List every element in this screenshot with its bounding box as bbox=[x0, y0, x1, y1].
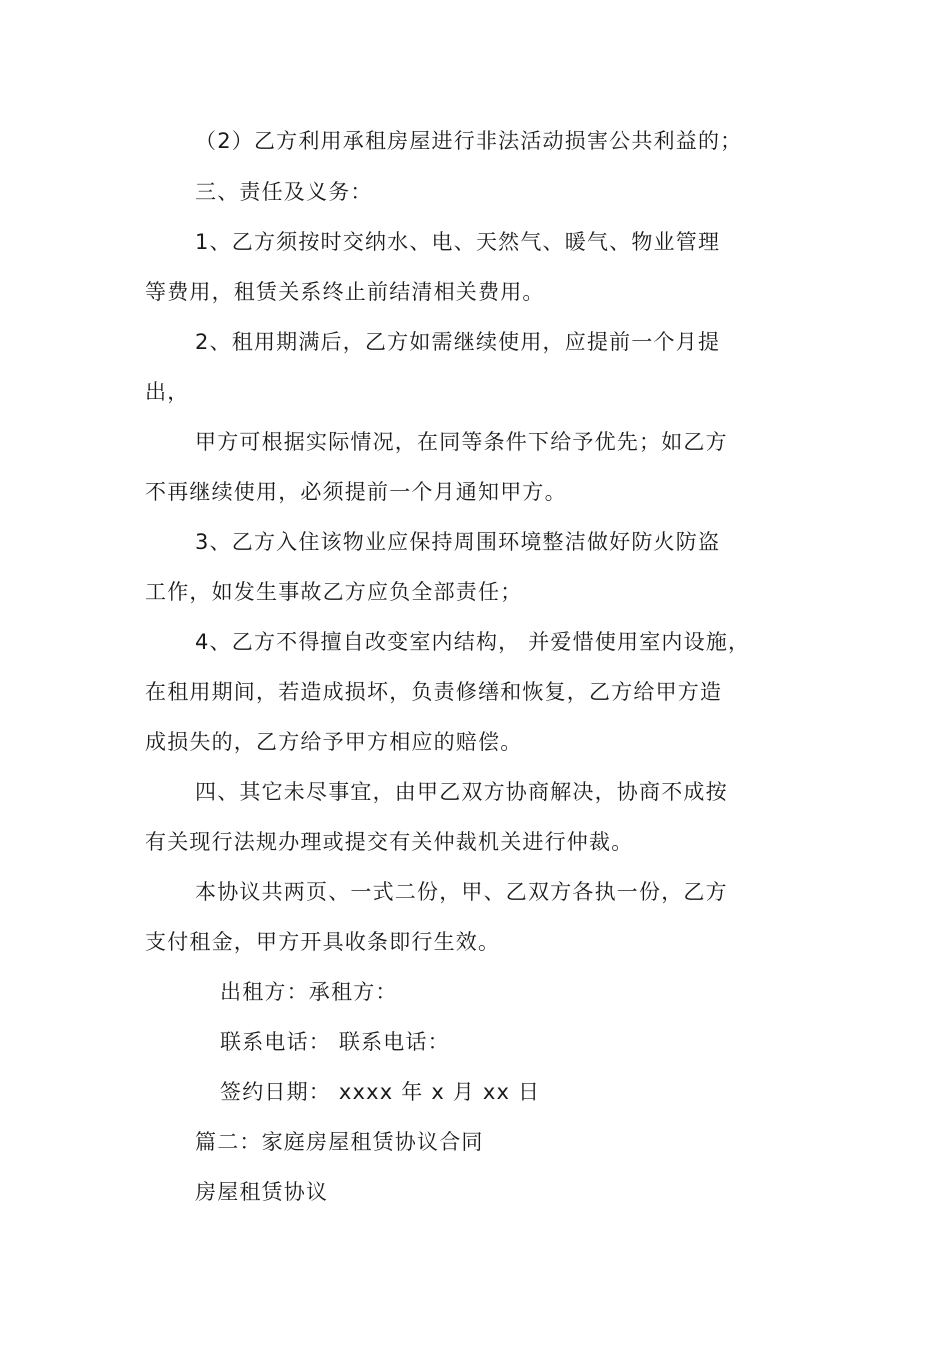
clause-3-safety-line-2: 工作，如发生事故乙方应负全部责任； bbox=[145, 580, 523, 604]
agreement-copies-line-2: 支付租金，甲方开具收条即行生效。 bbox=[145, 930, 501, 954]
signature-parties: 出租方：承租方： bbox=[220, 980, 398, 1004]
clause-1-fees-line-2: 等费用，租赁关系终止前结清相关费用。 bbox=[145, 280, 545, 304]
signing-date: 签约日期： xxxx 年 x 月 xx 日 bbox=[220, 1080, 541, 1104]
section-four-other-matters-line-1: 四、其它未尽事宜，由甲乙双方协商解决，协商不成按 bbox=[195, 780, 728, 804]
clause-2-priority-line-2: 不再继续使用，必须提前一个月通知甲方。 bbox=[145, 480, 567, 504]
clause-2-renewal-line-2: 出， bbox=[145, 380, 190, 404]
clause-3-safety-line-1: 3、乙方入住该物业应保持周围环境整洁做好防火防盗 bbox=[195, 530, 721, 554]
section-heading-responsibilities: 三、责任及义务： bbox=[195, 180, 373, 204]
clause-4-structure-line-3: 成损失的，乙方给予甲方相应的赔偿。 bbox=[145, 730, 523, 754]
clause-4-structure-line-2: 在租用期间，若造成损坏，负责修缮和恢复，乙方给甲方造 bbox=[145, 680, 723, 704]
contact-phones: 联系电话： 联系电话： bbox=[220, 1030, 450, 1054]
agreement-copies-line-1: 本协议共两页、一式二份，甲、乙双方各执一份，乙方 bbox=[195, 880, 728, 904]
clause-4-structure-line-1: 4、乙方不得擅自改变室内结构， 并爱惜使用室内设施， bbox=[195, 630, 751, 654]
clause-2-renewal-line-1: 2、租用期满后，乙方如需继续使用，应提前一个月提 bbox=[195, 330, 721, 354]
clause-2-priority-line-1: 甲方可根据实际情况，在同等条件下给予优先；如乙方 bbox=[195, 430, 728, 454]
section-four-other-matters-line-2: 有关现行法规办理或提交有关仲裁机关进行仲裁。 bbox=[145, 830, 634, 854]
clause-1-fees-line-1: 1、乙方须按时交纳水、电、天然气、暖气、物业管理 bbox=[195, 230, 721, 254]
part-two-heading: 篇二：家庭房屋租赁协议合同 bbox=[195, 1130, 484, 1154]
clause-2-illegal-activity: （2）乙方利用承租房屋进行非法活动损害公共利益的； bbox=[195, 129, 743, 153]
agreement-title: 房屋租赁协议 bbox=[195, 1180, 329, 1204]
